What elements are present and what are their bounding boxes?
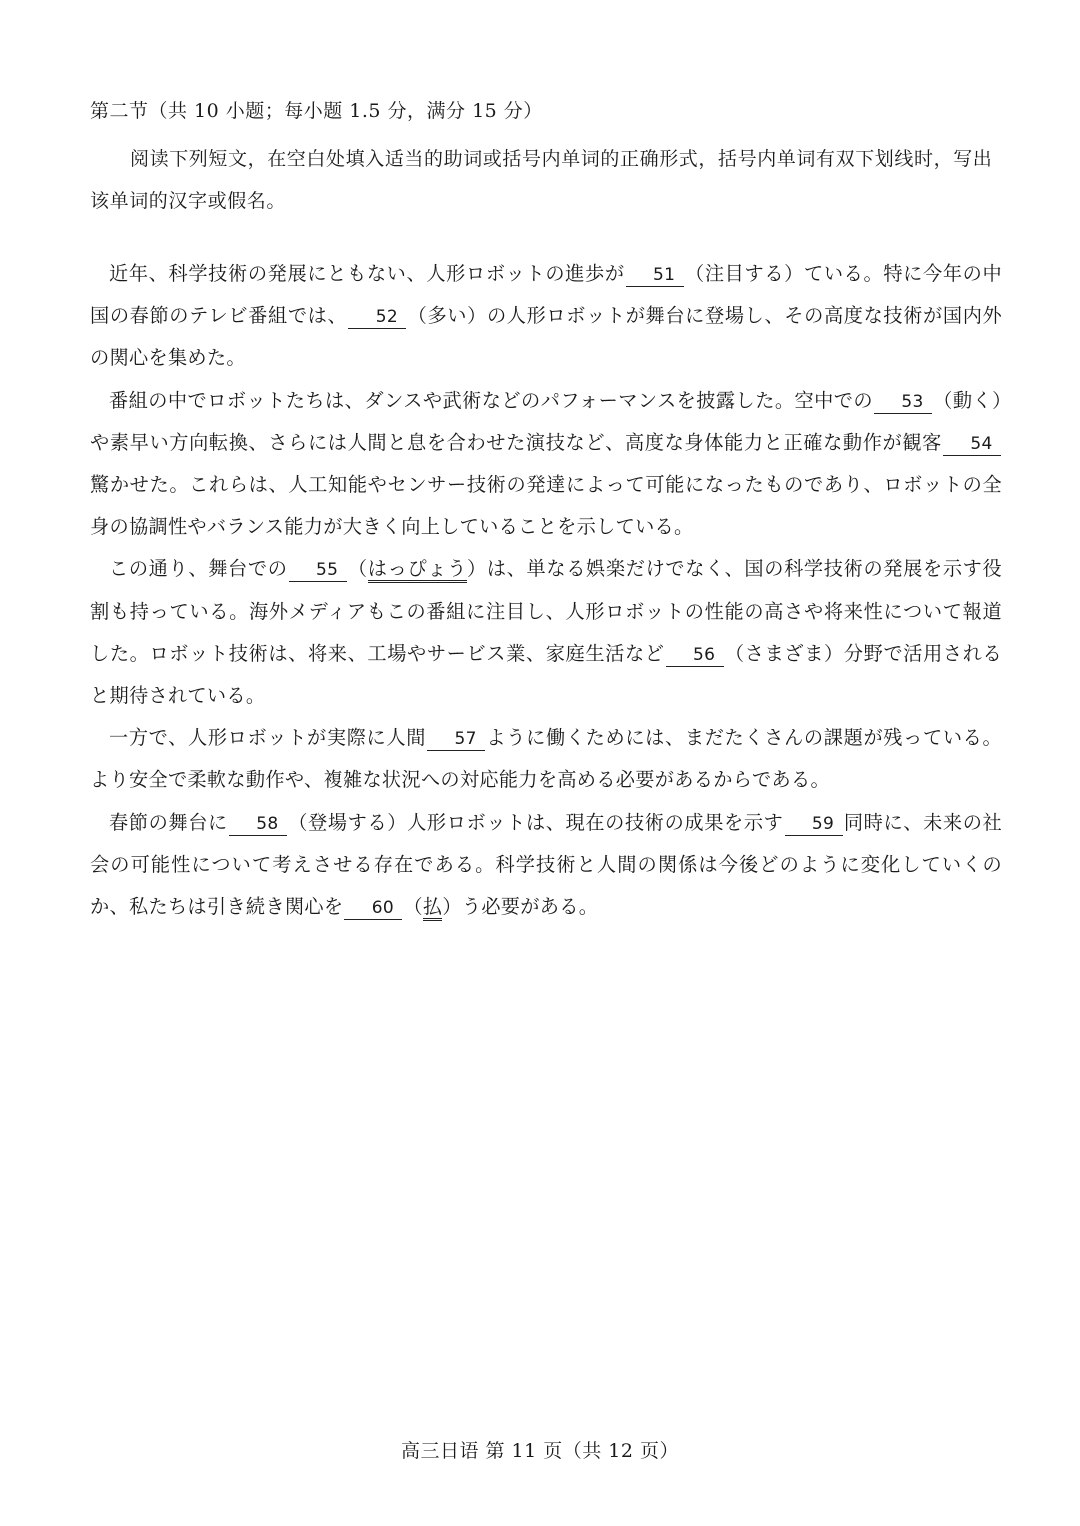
passage-text: ）は、単なる娯楽だけでなく、国の科学技術の発展を示す役割も持っている。海外メディアもこの番組に注目し、人形ロボットの性能の高さや将来性について報道した。ロボット技術は、将来、工場やサービス業、家庭生活など [90, 557, 1002, 665]
paragraph-1 [90, 253, 1002, 380]
passage-text: （ [347, 557, 368, 581]
passage-text: 春節の舞台に [109, 810, 228, 834]
blank-54: 54 [943, 433, 1001, 456]
paragraph-5 [90, 802, 1002, 929]
blank-57: 57 [427, 728, 485, 751]
blank-58: 58 [229, 813, 287, 836]
double-underlined-word: はっぴょう [368, 557, 467, 583]
passage-text: （注目する）ている。特に今年の中国の春節のテレビ番組では、 [90, 262, 1002, 328]
paragraph-3 [90, 548, 1002, 717]
passage-text: この通り、舞台での [109, 557, 288, 581]
section-instructions: 阅读下列短文，在空白处填入适当的助词或括号内单词的正确形式，括号内单词有双下划线时，写出该单词的汉字或假名。 [90, 148, 993, 212]
paragraph-4 [90, 717, 1002, 801]
reading-passage [90, 253, 1002, 928]
section-title: 第二节（共 10 小题；每小题 1.5 分，满分 15 分） [90, 100, 543, 122]
passage-text: （動く）や素早い方向転換、さらには人間と息を合わせた演技など、高度な身体能力と正確な動作が観客 [90, 388, 1002, 454]
passage-text: （ [403, 895, 423, 919]
passage-text: ように働くためには、まだたくさんの課題が残っている。より安全で柔軟な動作や、複雑な状況への対応能力を高める必要があるからである。 [90, 726, 1002, 792]
double-underlined-word: 払 [423, 895, 443, 921]
paragraph-2 [90, 380, 1002, 549]
passage-text: 番組の中でロボットたちは、ダンスや武術などのパフォーマンスを披露した。空中での [109, 388, 874, 412]
page-footer: 高三日语 第 11 页（共 12 页） [400, 1440, 680, 1462]
passage-text: 近年、科学技術の発展にともない、人形ロボットの進歩が [109, 262, 625, 285]
passage-text: （多い）の人形ロボットが舞台に登場し、その高度な技術が国内外の関心を集めた。 [90, 304, 1003, 370]
blank-55: 55 [289, 559, 347, 582]
passage-text: （さまざま）分野で活用されると期待されている。 [90, 641, 1003, 708]
blank-51: 51 [626, 264, 684, 287]
passage-text: 驚かせた。これらは、人工知能やセンサー技術の発達によって可能になったものであり、ロボットの全身の協調性やバランス能力が大きく向上していることを示している。 [90, 473, 1002, 539]
passage-text: （登場する）人形ロボットは、現在の技術の成果を示す [287, 810, 784, 834]
blank-56: 56 [666, 644, 724, 667]
blank-60: 60 [344, 897, 402, 920]
blank-52: 52 [348, 306, 406, 329]
passage-text: 一方で、人形ロボットが実際に人間 [109, 726, 427, 750]
blank-53: 53 [874, 391, 932, 414]
passage-text: ）う必要がある。 [442, 895, 599, 919]
blank-59: 59 [785, 813, 843, 836]
passage-text: 同時に、未来の社会の可能性について考えさせる存在である。科学技術と人間の関係は今後どのように変化していくのか、私たちは引き続き関心を [90, 810, 1002, 919]
